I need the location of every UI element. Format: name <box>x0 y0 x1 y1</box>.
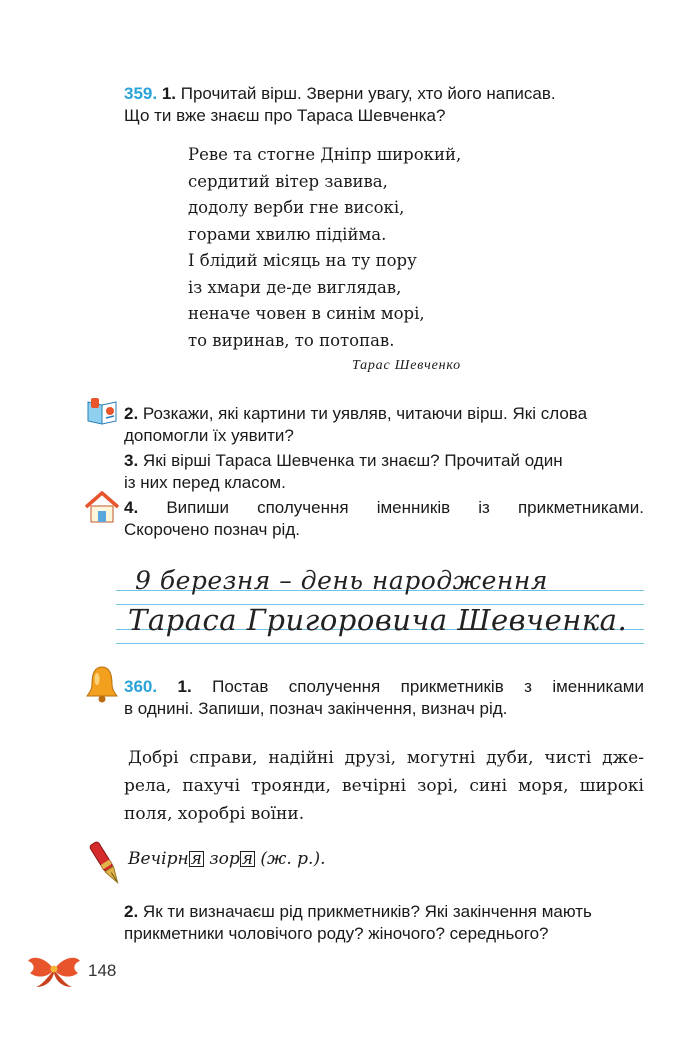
task-text: із них перед класом. <box>124 473 286 492</box>
poem-line: неначе човен в синім морі, <box>188 304 425 323</box>
exercise-number: 359. <box>124 84 158 103</box>
writing-rule <box>116 643 644 644</box>
exercise-359-task-1 <box>124 83 644 127</box>
task-text: Що ти вже знаєш про Тараса Шевченка? <box>124 106 446 125</box>
fountain-pen-icon <box>88 838 124 890</box>
exercise-360-example <box>128 849 325 869</box>
ending-box: я <box>190 849 202 869</box>
task-text: Постав сполучення прикметників з іменниками <box>212 677 644 696</box>
task-text: Які вірші Тараса Шевченка ти знаєш? Прочитай один <box>142 451 563 470</box>
task-number: 1. <box>177 677 192 696</box>
poem-line: то виринав, то потопав. <box>188 330 395 350</box>
page-number: 148 <box>88 961 117 980</box>
example-stem: зор <box>203 849 240 869</box>
text-line: рела, пахучі троянди, вечірні зорі, сині моря, широкі <box>124 776 644 796</box>
poem <box>188 142 461 354</box>
task-text: в однині. Запиши, познач закінчення, визнач рід. <box>124 699 508 718</box>
exercise-359-task-2 <box>124 403 644 447</box>
task-number: 4. <box>124 498 139 517</box>
poem-line: додолу верби гне високі, <box>188 198 405 217</box>
handwriting-line: Тараса Григоровича Шевченка. <box>128 603 628 637</box>
task-text: прикметники чоловічого роду? жіночого? середнього? <box>124 924 549 943</box>
poem-line: Реве та стогне Дніпр широкий, <box>188 145 462 164</box>
example-stem: Вечірн <box>128 849 189 869</box>
poem-author: Тарас Шевченко <box>352 358 461 373</box>
exercise-360-task-1 <box>124 676 644 720</box>
exercise-359-task-4 <box>124 497 644 541</box>
task-text: Скорочено познач рід. <box>124 520 300 539</box>
text-line: поля, хоробрі воїни. <box>124 804 305 824</box>
exercise-359-task-3 <box>124 450 644 494</box>
task-number: 2. <box>124 902 139 921</box>
poem-line: із хмари де-де виглядав, <box>188 277 402 297</box>
exercise-360-task-2 <box>124 901 644 945</box>
task-text: Розкажи, які картини ти уявляв, читаючи вірш. Які слова <box>142 404 588 423</box>
homework-house-icon <box>84 490 120 524</box>
talk-book-icon <box>84 396 122 426</box>
ending-box: я <box>241 849 253 869</box>
text-line: Добрі справи, надійні друзі, могутні дуби, чисті дже- <box>128 748 644 768</box>
task-text: Випиши сполучення іменників із прикметниками. <box>166 498 644 517</box>
task-number: 3. <box>124 451 139 470</box>
poem-line: І блідий місяць на ту пору <box>188 251 417 270</box>
exercise-number: 360. <box>124 677 158 696</box>
poem-line: сердитий вітер завива, <box>188 171 388 191</box>
exercise-360-text <box>124 744 644 828</box>
task-number: 2. <box>124 404 139 423</box>
task-text: допомогли їх уявити? <box>124 426 294 445</box>
task-number: 1. <box>161 84 177 103</box>
poem-line: горами хвилю підійма. <box>188 224 387 244</box>
handwriting-line: 9 березня – день народження <box>135 566 548 595</box>
gender-note: (ж. р.). <box>254 849 326 869</box>
task-text: Прочитай вірш. Зверни увагу, хто його написав. <box>180 84 556 103</box>
bell-icon <box>84 664 120 704</box>
page-ornament-icon <box>26 951 82 989</box>
task-text: Як ти визначаєш рід прикметників? Які закінчення мають <box>142 902 592 921</box>
